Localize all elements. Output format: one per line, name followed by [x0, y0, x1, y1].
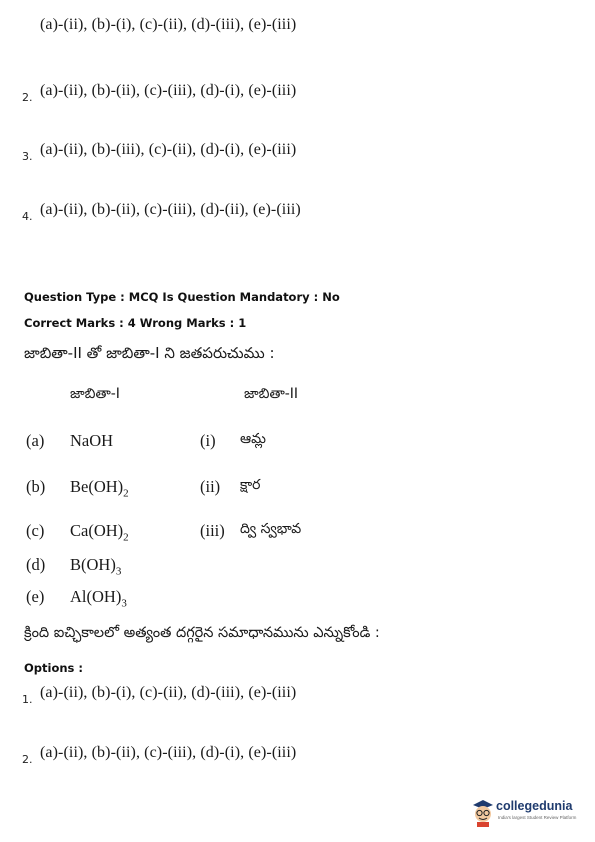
option-number: 2.: [22, 91, 33, 104]
list2-number: (i): [200, 431, 216, 450]
option-text: (a)-(ii), (b)-(iii), (c)-(ii), (d)-(i), (e)-(iii): [40, 141, 297, 158]
row-label: (b): [26, 477, 46, 496]
option-text: (a)-(ii), (b)-(ii), (c)-(iii), (d)-(ii), (e)-(iii): [40, 201, 301, 218]
option-number: 4.: [22, 210, 33, 223]
list2-number: (ii): [200, 477, 221, 496]
option-row: [22, 201, 301, 223]
compound: $B(OH)_3$: [70, 555, 122, 578]
list2-text: ఆమ్ల: [240, 431, 266, 447]
compound: $Ca(OH)_2$: [70, 521, 129, 544]
instruction: క్రింది ఐచ్ఛికాలలో అత్యంత దగ్గరైన సమాధానమును ఎన్నుకోండి :: [24, 625, 380, 641]
row-label: (d): [26, 555, 46, 574]
compound: NaOH: [70, 431, 114, 450]
list2-text: క్షార: [240, 477, 261, 493]
option-text: (a)-(ii), (b)-(ii), (c)-(iii), (d)-(i), (e)-(iii): [40, 82, 297, 99]
option-row[interactable]: [22, 744, 296, 766]
question-prompt: జాబితా-II తో జాబితా-I ని జతపరుచుము :: [24, 344, 275, 362]
compound: $Al(OH)_3$: [70, 587, 127, 610]
marks-line: Correct Marks : 4 Wrong Marks : 1: [24, 316, 247, 330]
option-number: 1.: [22, 693, 33, 706]
mascot-icon: [470, 797, 496, 827]
option-row: [22, 82, 296, 104]
option-row[interactable]: [22, 684, 296, 706]
option-text: (a)-(ii), (b)-(i), (c)-(ii), (d)-(iii), (e)-(iii): [40, 684, 297, 701]
list2-number: (iii): [200, 521, 225, 540]
collegedunia-logo: [470, 795, 585, 829]
list2-header: జాబితా-II: [244, 386, 299, 402]
row-label: (e): [26, 587, 45, 606]
option-row: [22, 141, 296, 163]
logo-tagline: India's largest Student Review Platform: [498, 815, 577, 820]
option-text: (a)-(ii), (b)-(i), (c)-(ii), (d)-(iii), (e)-(iii): [40, 16, 297, 33]
option-number: 3.: [22, 150, 33, 163]
row-label: (a): [26, 431, 45, 450]
option-number: 2.: [22, 753, 33, 766]
option-row: [22, 16, 296, 35]
logo-brand: collegedunia: [496, 799, 573, 813]
option-text: (a)-(ii), (b)-(ii), (c)-(iii), (d)-(i), (e)-(iii): [40, 744, 297, 761]
options-label: Options :: [24, 661, 83, 675]
list2-text: ద్వి స్వభావ: [240, 521, 302, 537]
question-type-line: Question Type : MCQ Is Question Mandatory : No: [24, 290, 340, 304]
list1-header: జాబితా-I: [70, 386, 120, 402]
row-label: (c): [26, 521, 45, 540]
compound: $Be(OH)_2$: [70, 477, 129, 500]
